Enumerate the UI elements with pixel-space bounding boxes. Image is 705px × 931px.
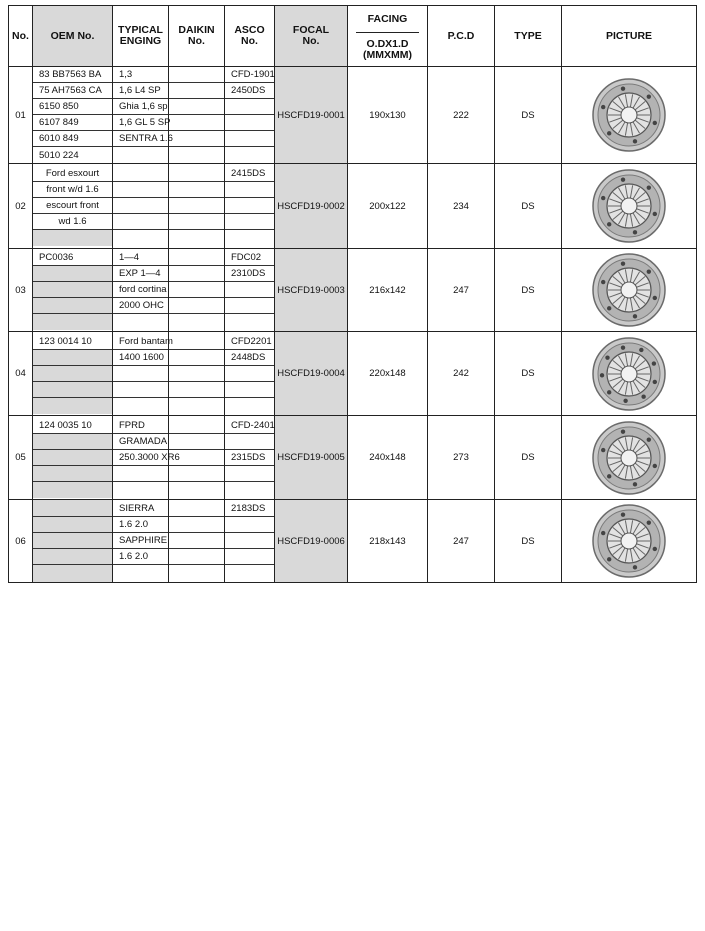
daikin-cell [169,249,225,332]
oem-cell-line: front w/d 1.6 [33,182,112,198]
engine-cell [113,500,169,583]
daikin-cell-line [169,398,224,414]
daikin-cell-line [169,366,224,382]
header-picture: PICTURE [562,6,697,67]
row-number: 05 [9,416,33,500]
oem-cell-line [33,466,112,482]
daikin-cell-line [169,298,224,314]
picture-cell [562,332,697,416]
engine-cell [113,416,180,500]
asco-cell-line [225,214,274,230]
oem-cell-line [33,314,112,330]
engine-cell-line: 1,3 [113,67,168,83]
daikin-cell [169,500,225,583]
oem-cell-line [33,266,112,282]
oem-cell [33,332,113,416]
asco-cell [225,500,275,583]
clutch-cover-icon [562,336,696,412]
row-number: 06 [9,500,33,583]
oem-cell-line: 123 0014 10 [33,334,112,350]
asco-cell-line [225,382,274,398]
row-number: 02 [9,164,33,249]
type-value: DS [495,416,562,500]
asco-cell-line [225,565,274,581]
type-value: DS [495,332,562,416]
header-type: TYPE [495,6,562,67]
engine-cell-line [113,147,168,163]
focal-number: HSCFD19-0002 [275,164,348,249]
engine-cell-line: 1,6 L4 SP [113,83,168,99]
oem-cell-line [33,450,112,466]
asco-cell-line [225,99,274,115]
facing-size: 200x122 [348,164,428,249]
daikin-cell-line [169,99,224,115]
asco-cell-line: CFD-2401 [225,418,274,434]
daikin-cell [169,164,225,249]
facing-size: 220x148 [348,332,428,416]
asco-cell-line [225,314,274,330]
header-asco: ASCO No. [225,6,275,67]
engine-cell-line [113,482,168,498]
engine-cell-line [113,214,168,230]
asco-cell-line: 2415DS [225,166,274,182]
daikin-cell-line [169,565,224,581]
picture-cell [562,500,697,583]
asco-cell-line [225,434,274,450]
table-row [9,67,697,164]
oem-cell-line [33,565,112,581]
oem-cell-line [33,434,112,450]
daikin-cell-line [169,549,224,565]
asco-cell-line: CFD-1901 [225,67,274,83]
asco-cell-line [225,115,274,131]
header-pcd: P.C.D [428,6,495,67]
facing-size: 216x142 [348,249,428,332]
daikin-cell-line [169,382,224,398]
focal-number: HSCFD19-0005 [275,416,348,500]
pcd-value: 234 [428,164,495,249]
asco-cell-line [225,147,274,163]
daikin-cell-line [169,250,224,266]
clutch-catalog-table [8,5,697,583]
oem-cell-line [33,398,112,414]
row-number: 01 [9,67,33,164]
engine-cell-line: ford cortina [113,282,168,298]
daikin-cell-line [169,334,224,350]
focal-number: HSCFD19-0001 [275,67,348,164]
daikin-cell-line [169,67,224,83]
oem-cell-line [33,366,112,382]
header-facing: FACING O.DX1.D (MMXMM) [348,6,428,67]
daikin-cell-line [169,266,224,282]
daikin-cell [169,332,225,416]
asco-cell-line: 2183DS [225,501,274,517]
clutch-cover-icon [562,503,696,579]
asco-cell-line: 2448DS [225,350,274,366]
engine-cell-line: SAPPHIRE [113,533,168,549]
asco-cell-line [225,533,274,549]
engine-cell [113,249,169,332]
daikin-cell-line [169,350,224,366]
header-typical-engine: TYPICAL ENGING [113,6,169,67]
engine-cell-line: 1.6 2.0 [113,549,168,565]
engine-cell-line [113,198,168,214]
header-facing-title: FACING [356,6,419,33]
asco-cell-line [225,298,274,314]
clutch-cover-icon [562,77,696,153]
engine-cell-line: GRAMADA [113,434,168,450]
oem-cell-line: 75 AH7563 CA [33,83,112,99]
table-row [9,249,697,332]
type-value: DS [495,500,562,583]
engine-cell-line: FPRD [113,418,168,434]
oem-cell-line: 6150 850 [33,99,112,115]
engine-cell-line [113,398,168,414]
daikin-cell-line [169,198,224,214]
oem-cell-line: 124 0035 10 [33,418,112,434]
focal-number: HSCFD19-0003 [275,249,348,332]
type-value: DS [495,164,562,249]
engine-cell-line [113,565,168,581]
oem-cell-line [33,230,112,246]
engine-cell [113,67,173,164]
engine-cell-line: EXP 1—4 [113,266,168,282]
engine-cell-line: 1400 1600 [113,350,168,366]
engine-cell-line: 1.6 2.0 [113,517,168,533]
daikin-cell-line [169,115,224,131]
daikin-cell-line [169,418,224,434]
header-no: No. [9,6,33,67]
facing-size: 218x143 [348,500,428,583]
oem-cell-line: 83 BB7563 BA [33,67,112,83]
asco-cell-line [225,282,274,298]
picture-cell [562,67,697,164]
daikin-cell-line [169,282,224,298]
engine-cell [113,164,169,249]
oem-cell-line: Ford esxourt [33,166,112,182]
oem-cell-line [33,282,112,298]
pcd-value: 247 [428,500,495,583]
oem-cell-line [33,501,112,517]
asco-cell-line [225,182,274,198]
daikin-cell-line [169,147,224,163]
oem-cell-line: PC0036 [33,250,112,266]
engine-cell-line: 2000 OHC [113,298,168,314]
daikin-cell [169,416,225,500]
clutch-cover-icon [562,168,696,244]
pcd-value: 242 [428,332,495,416]
header-row [9,6,697,67]
table-row [9,416,697,500]
daikin-cell-line [169,230,224,246]
oem-cell-line: 5010 224 [39,149,79,161]
clutch-cover-icon [562,252,696,328]
table-row [9,332,697,416]
engine-cell [113,332,173,416]
asco-cell-line: 2450DS [225,83,274,99]
engine-cell-line [113,382,168,398]
focal-number: HSCFD19-0006 [275,500,348,583]
oem-cell-line [33,298,112,314]
daikin-cell-line [169,450,224,466]
oem-cell-line [33,533,112,549]
table-row [9,164,697,249]
oem-cell [33,164,113,249]
asco-cell [225,332,275,416]
daikin-cell [169,67,225,164]
header-daikin: DAIKIN No. [169,6,225,67]
daikin-cell-line [169,314,224,330]
oem-cell-line [33,350,112,366]
oem-cell [33,416,113,500]
asco-cell-line [225,398,274,414]
picture-cell [562,164,697,249]
asco-cell-line [225,366,274,382]
oem-cell-line [33,517,112,533]
picture-cell [562,249,697,332]
engine-cell-line: SIERRA [113,501,168,517]
engine-cell-line [113,314,168,330]
daikin-cell-line [169,214,224,230]
asco-cell-line [225,466,274,482]
asco-cell-line: 2310DS [225,266,274,282]
oem-cell [33,67,113,164]
asco-cell-line: 2315DS [225,450,274,466]
pcd-value: 222 [428,67,495,164]
engine-cell-line [113,366,168,382]
header-oem: OEM No. [33,6,113,67]
engine-cell-line: 250.3000 XR6 [113,450,168,466]
asco-cell-line [225,230,274,246]
oem-cell-line [33,549,112,565]
oem-cell-line [33,482,112,498]
clutch-cover-icon [562,420,696,496]
engine-cell-line [113,182,168,198]
asco-cell-line: CFD2201 [225,334,274,350]
asco-cell [225,249,275,332]
row-number: 03 [9,249,33,332]
pcd-value: 273 [428,416,495,500]
facing-size: 190x130 [348,67,428,164]
pcd-value: 247 [428,249,495,332]
asco-cell-line [225,549,274,565]
daikin-cell-line [169,466,224,482]
picture-cell [562,416,697,500]
daikin-cell-line [169,517,224,533]
focal-number: HSCFD19-0004 [275,332,348,416]
asco-cell-line: FDC02 [225,250,274,266]
oem-cell-line: wd 1.6 [33,214,112,230]
asco-cell [225,416,275,500]
engine-cell-line: 1—4 [113,250,168,266]
daikin-cell-line [169,434,224,450]
daikin-cell-line [169,501,224,517]
oem-cell-line: escourt front [33,198,112,214]
daikin-cell-line [169,482,224,498]
engine-cell-line: Ghia 1,6 sp [113,99,168,115]
header-focal: FOCAL No. [275,6,348,67]
oem-cell-line: 6107 849 [33,115,112,131]
asco-cell-line [225,517,274,533]
asco-cell [225,164,275,249]
type-value: DS [495,249,562,332]
engine-cell-line: Ford bantam [113,334,168,350]
engine-cell-line [113,466,168,482]
oem-cell-line: 6010 849 [33,131,112,147]
oem-cell-line [33,382,112,398]
table-row [9,500,697,583]
daikin-cell-line [169,166,224,182]
engine-cell-line: 1,6 GL 5 SP [113,115,168,131]
engine-cell-line: SENTRA 1.6 [113,131,168,147]
row-number: 04 [9,332,33,416]
daikin-cell-line [169,83,224,99]
engine-cell-line [113,230,168,246]
oem-cell [33,249,113,332]
oem-cell [33,500,113,583]
daikin-cell-line [169,182,224,198]
asco-cell-line [225,482,274,498]
engine-cell-line [113,166,168,182]
asco-cell-line [225,131,274,147]
type-value: DS [495,67,562,164]
daikin-cell-line [169,533,224,549]
facing-size: 240x148 [348,416,428,500]
asco-cell-line [225,198,274,214]
daikin-cell-line [169,131,224,147]
asco-cell [225,67,275,164]
